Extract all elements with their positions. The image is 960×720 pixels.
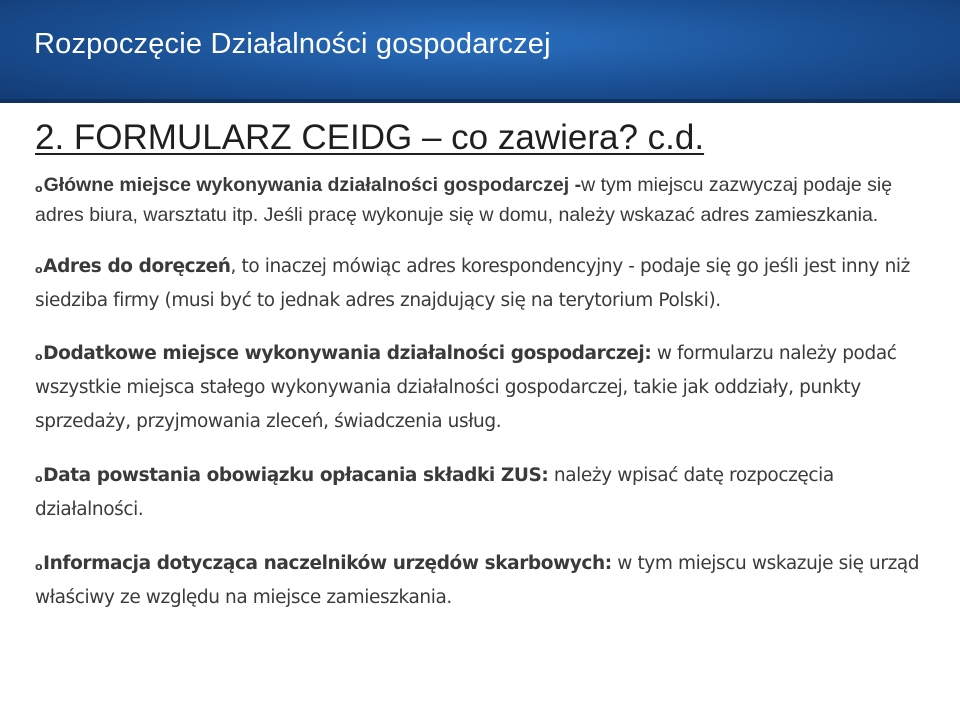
bullet-item [35, 337, 935, 439]
title-bar [0, 0, 960, 103]
bullet-lead: Dodatkowe miejsce wykonywania działalności gospodarczej: [43, 343, 652, 364]
bullet-body: w tym miejscu zazwyczaj podaje się adres biura, warsztatu itp. Jeśli pracę wykonuje się w domu, należy wskazać adres zamieszkania. [35, 174, 893, 226]
slide-subtitle: 2. FORMULARZ CEIDG – co zawiera? c.d. [35, 118, 705, 157]
bullet-lead: Informacja dotycząca naczelników urzędów skarbowych: [43, 553, 612, 574]
bullet-item [35, 459, 935, 527]
bullet-marker: o [35, 263, 43, 276]
bullet-lead: Główne miejsce wykonywania działalności gospodarczej - [43, 174, 582, 196]
bullet-body: w formularzu należy podać wszystkie miejsca stałego wykonywania działalności gospodarczej, takie jak oddziały, punkty sprzedaży, przyjmowania zleceń, świadczenia usług. [35, 343, 897, 432]
bullet-body: , to inaczej mówiąc adres korespondencyjny - podaje się go jeśli jest inny niż siedziba firmy (musi być to jednak adres znajdujący się na terytorium Polski). [35, 256, 910, 311]
slide-title: Rozpoczęcie Działalności gospodarczej [34, 28, 551, 60]
bullet-marker: o [35, 472, 43, 485]
bullet-lead: Data powstania obowiązku opłacania składki ZUS: [43, 465, 549, 486]
bullet-lead: Adres do doręczeń [43, 256, 231, 277]
bullet-item [35, 250, 935, 318]
bullet-marker: o [35, 560, 43, 573]
bullet-item [35, 170, 935, 230]
bullet-body: należy wpisać datę rozpoczęcia działalności. [35, 465, 834, 520]
bullet-marker: o [35, 350, 43, 363]
bullet-item [35, 547, 935, 615]
bullet-list [35, 170, 935, 615]
bullet-marker: o [35, 182, 43, 195]
bullet-body: w tym miejscu wskazuje się urząd właściwy ze względu na miejsce zamieszkania. [35, 553, 920, 608]
